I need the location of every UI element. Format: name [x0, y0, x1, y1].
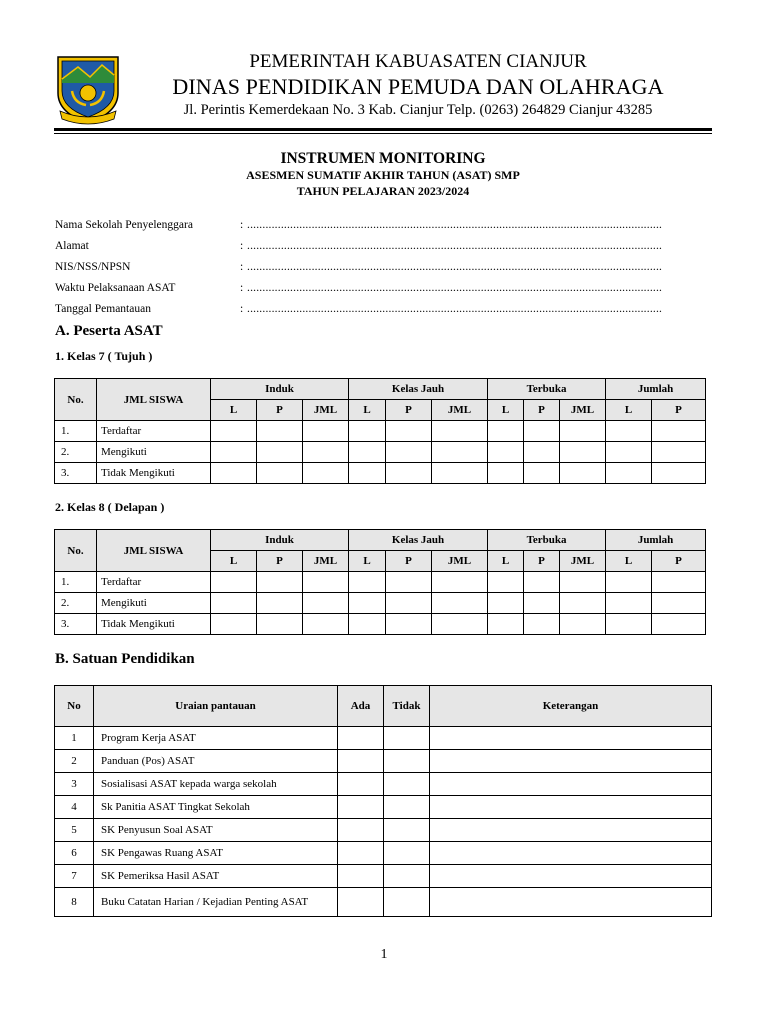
- input-cell[interactable]: [560, 442, 606, 463]
- input-cell[interactable]: [211, 614, 257, 635]
- row-uraian: Buku Catatan Harian / Kejadian Penting ASAT: [94, 888, 338, 917]
- ada-cell[interactable]: [338, 819, 384, 842]
- field-colon: :: [240, 303, 244, 315]
- sub-p: P: [386, 551, 432, 572]
- letterhead: [128, 50, 708, 120]
- field-blank[interactable]: .......................................................................................................................................: [247, 282, 663, 294]
- ada-cell[interactable]: [338, 727, 384, 750]
- tidak-cell[interactable]: [384, 773, 430, 796]
- ada-cell[interactable]: [338, 796, 384, 819]
- row-no: 5: [55, 819, 94, 842]
- keterangan-cell[interactable]: [430, 796, 712, 819]
- letterhead-agency: DINAS PENDIDIKAN PEMUDA DAN OLAHRAGA: [172, 74, 664, 99]
- row-uraian: SK Pemeriksa Hasil ASAT: [94, 865, 338, 888]
- sub-jml: JML: [560, 551, 606, 572]
- row-no: 3.: [55, 614, 97, 635]
- ada-cell[interactable]: [338, 888, 384, 917]
- input-cell[interactable]: [606, 442, 652, 463]
- field-monitoring-date[interactable]: [55, 303, 715, 324]
- input-cell[interactable]: [560, 463, 606, 484]
- letterhead-rule-thin: [54, 133, 712, 134]
- sub-jml: JML: [303, 400, 349, 421]
- input-cell[interactable]: [560, 421, 606, 442]
- row-no: 2.: [55, 593, 97, 614]
- keterangan-cell[interactable]: [430, 773, 712, 796]
- sub-l: L: [349, 400, 386, 421]
- row-uraian: Panduan (Pos) ASAT: [94, 750, 338, 773]
- input-cell[interactable]: [257, 572, 303, 593]
- input-cell[interactable]: [432, 463, 488, 484]
- input-cell[interactable]: [560, 572, 606, 593]
- input-cell[interactable]: [606, 421, 652, 442]
- input-cell[interactable]: [386, 614, 432, 635]
- kelas7-table: [54, 378, 706, 484]
- input-cell[interactable]: [211, 442, 257, 463]
- field-blank[interactable]: .......................................................................................................................................: [247, 303, 663, 315]
- keterangan-cell[interactable]: [430, 750, 712, 773]
- input-cell[interactable]: [606, 463, 652, 484]
- input-cell[interactable]: [606, 572, 652, 593]
- keterangan-cell[interactable]: [430, 727, 712, 750]
- input-cell[interactable]: [488, 463, 524, 484]
- input-cell[interactable]: [560, 614, 606, 635]
- table-row: [55, 442, 706, 463]
- sub-jml: JML: [303, 551, 349, 572]
- group-kelas-jauh: Kelas Jauh: [349, 379, 488, 400]
- section-b-title: B. Satuan Pendidikan: [55, 651, 195, 667]
- input-cell[interactable]: [524, 463, 560, 484]
- sub-l: L: [488, 400, 524, 421]
- field-blank[interactable]: .......................................................................................................................................: [247, 219, 663, 231]
- input-cell[interactable]: [560, 593, 606, 614]
- row-label: Mengikuti: [97, 442, 211, 463]
- document-year: TAHUN PELAJARAN 2023/2024: [296, 184, 470, 198]
- input-cell[interactable]: [349, 572, 386, 593]
- field-blank[interactable]: .......................................................................................................................................: [247, 240, 663, 252]
- row-no: 4: [55, 796, 94, 819]
- field-colon: :: [240, 282, 244, 294]
- field-label: Nama Sekolah Penyelenggara: [55, 219, 193, 231]
- col-uraian: Uraian pantauan: [94, 686, 338, 727]
- input-cell[interactable]: [257, 421, 303, 442]
- tidak-cell[interactable]: [384, 750, 430, 773]
- table-row: [55, 888, 712, 917]
- satuan-pendidikan-table: [54, 685, 712, 917]
- row-label: Terdaftar: [97, 421, 211, 442]
- row-no: 7: [55, 865, 94, 888]
- section-a-title: A. Peserta ASAT: [55, 323, 163, 339]
- col-jml-siswa: JML SISWA: [97, 530, 211, 572]
- input-cell[interactable]: [524, 572, 560, 593]
- input-cell[interactable]: [386, 593, 432, 614]
- row-no: 1.: [55, 572, 97, 593]
- table-row: [55, 593, 706, 614]
- tidak-cell[interactable]: [384, 888, 430, 917]
- table-row: [55, 463, 706, 484]
- tidak-cell[interactable]: [384, 865, 430, 888]
- sub-l: L: [606, 400, 652, 421]
- input-cell[interactable]: [488, 421, 524, 442]
- input-cell[interactable]: [488, 593, 524, 614]
- col-no: No: [55, 686, 94, 727]
- col-no: No.: [55, 530, 97, 572]
- row-no: 8: [55, 888, 94, 917]
- col-keterangan: Keterangan: [430, 686, 712, 727]
- group-jumlah: Jumlah: [606, 530, 706, 551]
- field-address[interactable]: [55, 240, 715, 261]
- field-label: Tanggal Pemantauan: [55, 303, 151, 315]
- tidak-cell[interactable]: [384, 796, 430, 819]
- input-cell[interactable]: [211, 421, 257, 442]
- keterangan-cell[interactable]: [430, 819, 712, 842]
- input-cell[interactable]: [303, 572, 349, 593]
- sub-l: L: [606, 551, 652, 572]
- sub-p: P: [257, 551, 303, 572]
- input-cell[interactable]: [432, 442, 488, 463]
- cianjur-emblem-icon: [52, 53, 124, 125]
- kelas8-heading: 2. Kelas 8 ( Delapan ): [55, 500, 165, 514]
- keterangan-cell[interactable]: [430, 888, 712, 917]
- input-cell[interactable]: [432, 614, 488, 635]
- page-number: 1: [380, 947, 388, 962]
- input-cell[interactable]: [303, 421, 349, 442]
- row-label: Tidak Mengikuti: [97, 614, 211, 635]
- table-row: [55, 614, 706, 635]
- field-label: Alamat: [55, 240, 89, 252]
- input-cell[interactable]: [524, 593, 560, 614]
- input-cell[interactable]: [652, 614, 706, 635]
- input-cell[interactable]: [524, 421, 560, 442]
- sub-jml: JML: [432, 551, 488, 572]
- row-no: 1: [55, 727, 94, 750]
- letterhead-address: Jl. Perintis Kemerdekaan No. 3 Kab. Cianjur Telp. (0263) 264829 Cianjur 43285: [183, 102, 653, 118]
- table-row: [55, 773, 712, 796]
- table-row: [55, 842, 712, 865]
- group-induk: Induk: [211, 379, 349, 400]
- letterhead-government: PEMERINTAH KABUASATEN CIANJUR: [249, 51, 587, 72]
- keterangan-cell[interactable]: [430, 842, 712, 865]
- input-cell[interactable]: [652, 421, 706, 442]
- row-uraian: SK Pengawas Ruang ASAT: [94, 842, 338, 865]
- col-no: No.: [55, 379, 97, 421]
- sub-jml: JML: [432, 400, 488, 421]
- field-school-name[interactable]: [55, 219, 715, 240]
- col-jml-siswa: JML SISWA: [97, 379, 211, 421]
- field-colon: :: [240, 240, 244, 252]
- input-cell[interactable]: [211, 593, 257, 614]
- document-title: INSTRUMEN MONITORING: [280, 150, 486, 167]
- field-exam-time[interactable]: [55, 282, 715, 303]
- row-no: 6: [55, 842, 94, 865]
- input-cell[interactable]: [386, 442, 432, 463]
- input-cell[interactable]: [211, 572, 257, 593]
- row-label: Terdaftar: [97, 572, 211, 593]
- row-label: Tidak Mengikuti: [97, 463, 211, 484]
- table-row: [55, 727, 712, 750]
- input-cell[interactable]: [652, 463, 706, 484]
- table-row: [55, 572, 706, 593]
- input-cell[interactable]: [432, 572, 488, 593]
- input-cell[interactable]: [488, 442, 524, 463]
- sub-l: L: [349, 551, 386, 572]
- field-label: Waktu Pelaksanaan ASAT: [55, 282, 176, 294]
- input-cell[interactable]: [303, 463, 349, 484]
- field-nis-nss-npsn[interactable]: [55, 261, 715, 282]
- row-no: 2: [55, 750, 94, 773]
- input-cell[interactable]: [652, 442, 706, 463]
- input-cell[interactable]: [303, 442, 349, 463]
- row-uraian: Sk Panitia ASAT Tingkat Sekolah: [94, 796, 338, 819]
- input-cell[interactable]: [349, 442, 386, 463]
- ada-cell[interactable]: [338, 750, 384, 773]
- row-no: 2.: [55, 442, 97, 463]
- group-terbuka: Terbuka: [488, 379, 606, 400]
- input-cell[interactable]: [524, 442, 560, 463]
- row-uraian: Sosialisasi ASAT kepada warga sekolah: [94, 773, 338, 796]
- input-cell[interactable]: [386, 572, 432, 593]
- sub-p: P: [652, 400, 706, 421]
- table-row: [55, 819, 712, 842]
- input-cell[interactable]: [652, 572, 706, 593]
- row-uraian: SK Penyusun Soal ASAT: [94, 819, 338, 842]
- keterangan-cell[interactable]: [430, 865, 712, 888]
- input-cell[interactable]: [488, 614, 524, 635]
- col-tidak: Tidak: [384, 686, 430, 727]
- table-row: [55, 796, 712, 819]
- row-no: 3.: [55, 463, 97, 484]
- group-kelas-jauh: Kelas Jauh: [349, 530, 488, 551]
- group-jumlah: Jumlah: [606, 379, 706, 400]
- input-cell[interactable]: [257, 442, 303, 463]
- input-cell[interactable]: [432, 421, 488, 442]
- field-colon: :: [240, 219, 244, 231]
- sub-p: P: [257, 400, 303, 421]
- input-cell[interactable]: [349, 421, 386, 442]
- table-row: [55, 421, 706, 442]
- row-label: Mengikuti: [97, 593, 211, 614]
- input-cell[interactable]: [606, 593, 652, 614]
- sub-p: P: [524, 551, 560, 572]
- input-cell[interactable]: [257, 463, 303, 484]
- letterhead-rule-thick: [54, 128, 712, 131]
- tidak-cell[interactable]: [384, 842, 430, 865]
- sub-l: L: [211, 551, 257, 572]
- input-cell[interactable]: [524, 614, 560, 635]
- ada-cell[interactable]: [338, 773, 384, 796]
- field-blank[interactable]: .......................................................................................................................................: [247, 261, 663, 273]
- input-cell[interactable]: [386, 463, 432, 484]
- document-subtitle: ASESMEN SUMATIF AKHIR TAHUN (ASAT) SMP: [246, 168, 520, 182]
- document-title-block: [54, 150, 712, 199]
- input-cell[interactable]: [606, 614, 652, 635]
- field-colon: :: [240, 261, 244, 273]
- group-induk: Induk: [211, 530, 349, 551]
- identity-fields: [55, 219, 715, 324]
- row-no: 3: [55, 773, 94, 796]
- input-cell[interactable]: [257, 593, 303, 614]
- kelas7-heading: 1. Kelas 7 ( Tujuh ): [55, 349, 153, 363]
- input-cell[interactable]: [652, 593, 706, 614]
- row-uraian: Program Kerja ASAT: [94, 727, 338, 750]
- group-terbuka: Terbuka: [488, 530, 606, 551]
- tidak-cell[interactable]: [384, 727, 430, 750]
- tidak-cell[interactable]: [384, 819, 430, 842]
- input-cell[interactable]: [386, 421, 432, 442]
- input-cell[interactable]: [303, 593, 349, 614]
- input-cell[interactable]: [303, 614, 349, 635]
- ada-cell[interactable]: [338, 842, 384, 865]
- row-no: 1.: [55, 421, 97, 442]
- sub-l: L: [488, 551, 524, 572]
- sub-p: P: [524, 400, 560, 421]
- input-cell[interactable]: [488, 572, 524, 593]
- sub-p: P: [386, 400, 432, 421]
- table-row: [55, 750, 712, 773]
- input-cell[interactable]: [211, 463, 257, 484]
- col-ada: Ada: [338, 686, 384, 727]
- input-cell[interactable]: [349, 463, 386, 484]
- sub-p: P: [652, 551, 706, 572]
- input-cell[interactable]: [257, 614, 303, 635]
- table-row: [55, 865, 712, 888]
- input-cell[interactable]: [432, 593, 488, 614]
- ada-cell[interactable]: [338, 865, 384, 888]
- sub-l: L: [211, 400, 257, 421]
- kelas8-table: [54, 529, 706, 635]
- input-cell[interactable]: [349, 593, 386, 614]
- input-cell[interactable]: [349, 614, 386, 635]
- sub-jml: JML: [560, 400, 606, 421]
- field-label: NIS/NSS/NPSN: [55, 261, 131, 273]
